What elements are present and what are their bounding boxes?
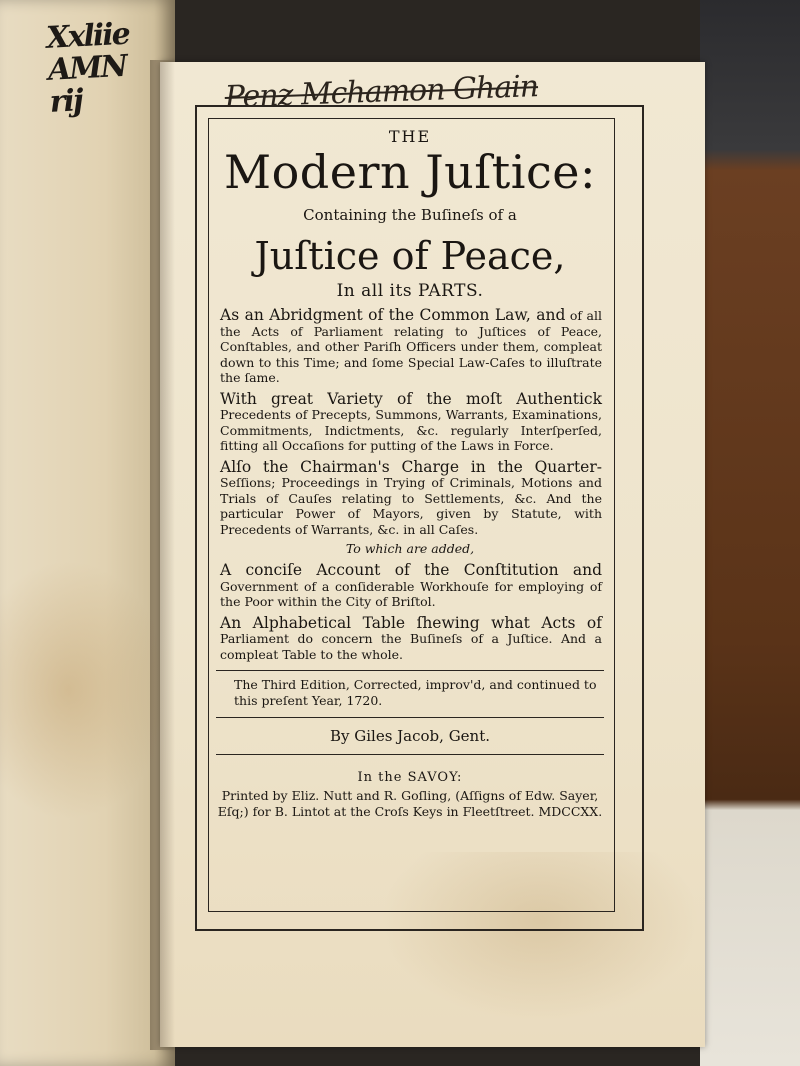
paragraph-lead: A conciſe Account of the Conſtitution and (220, 561, 602, 579)
book-title-secondary: Juſtice of Peace, (254, 234, 566, 278)
owner-signature: Penz Mchamon Ghain (224, 69, 539, 116)
imprint-place: In the SAVOY: (357, 770, 463, 785)
edition-statement: The Third Edition, Corrected, improv'd, and continued to this preſent Year, 1720. (234, 677, 597, 708)
desk-background (700, 0, 800, 1066)
paragraph-lead: An Alphabetical Table ſhewing what Acts of (220, 613, 602, 632)
description-paragraph (210, 563, 610, 610)
handwritten-scrawl: Xxliie AMN rij (45, 16, 130, 120)
description-paragraph (210, 308, 610, 386)
paragraph-body: Parliament do concern the Buſineſs of a Juſtice. And a compleat Table to the whole. (220, 631, 602, 662)
added-heading: To which are added, (345, 541, 475, 556)
parts-line: In all its PARTS. (336, 281, 484, 301)
title-article: THE (388, 127, 432, 146)
paragraph-body: of all the Acts of Parliament relating to Juſtices of Peace, Conſtables, and other Pariſh Officers under them, compleat down to this Time; and ſome Special Law-Caſes to illuſtrate the ſame. (220, 308, 602, 385)
subtitle: Containing the Buſineſs of a (303, 206, 517, 224)
divider-rule (216, 754, 604, 755)
paragraph-body: Precedents of Precepts, Summons, Warrants, Examinations, Commitments, Indictments, &c. regularly Interſperſed, fitting all Occaſions for putting of the Laws in Force. (220, 407, 602, 453)
author-line: By Giles Jacob, Gent. (329, 727, 491, 745)
description-paragraph (210, 389, 610, 454)
book-gutter (150, 60, 175, 1050)
water-stain (0, 560, 170, 820)
divider-rule (216, 670, 604, 671)
description-paragraph (210, 457, 610, 538)
description-paragraph (210, 613, 610, 663)
paragraph-lead: As an Abridgment of the Common Law, and (220, 306, 566, 324)
left-page (0, 0, 175, 1066)
imprint-text: Printed by Eliz. Nutt and R. Goſling, (Aſſigns of Edw. Sayer, Eſq;) for B. Lintot at the Croſs Keys in Fleetſtreet. MDCCXX. (217, 788, 603, 819)
paragraph-body: Government of a conſiderable Workhouſe for employing of the Poor within the City of Briſtol. (220, 578, 602, 609)
title-page-text (210, 120, 610, 820)
paragraph-lead: With great Variety of the moſt Authentick (220, 389, 602, 408)
divider-rule (216, 717, 604, 718)
book-title: Modern Juſtice: (224, 145, 596, 199)
paragraph-body: Seſſions; Proceedings in Trying of Criminals, Motions and Trials of Cauſes relating to Settlements, &c. And the particular Power of Mayors, given by Statute, with Precedents of Warrants, &c. in all Caſes. (220, 475, 602, 537)
paragraph-lead: Alſo the Chairman's Charge in the Quarter- (220, 457, 602, 476)
